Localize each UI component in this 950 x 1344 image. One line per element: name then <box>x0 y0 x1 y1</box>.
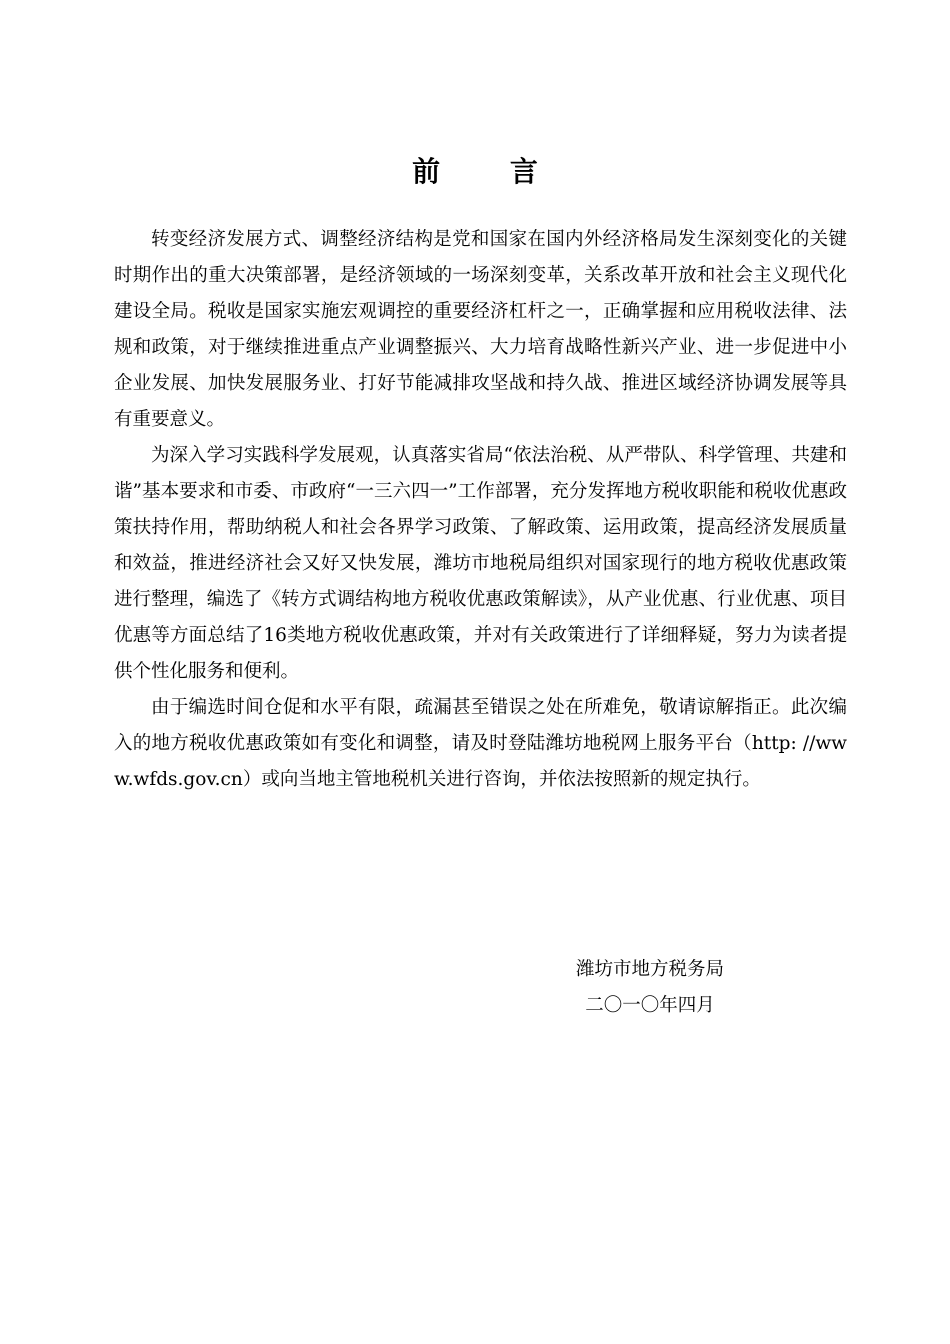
paragraph-3: 由于编选时间仓促和水平有限，疏漏甚至错误之处在所难免，敬请谅解指正。此次编入的地方税收优惠政策如有变化和调整，请及时登陆潍坊地税网上服务平台（http: //www.wfds.gov.cn）或向当地主管地税机关进行咨询，并依法按照新的规定执行。 <box>114 697 847 790</box>
page-title: 前 言 <box>412 155 568 188</box>
signature-organization: 潍坊市地方税务局 <box>575 959 724 980</box>
signature-date: 二〇一〇年四月 <box>585 995 715 1016</box>
signature-block <box>560 952 740 1024</box>
paragraph-2: 为深入学习实践科学发展观，认真落实省局“依法治税、从严带队、科学管理、共建和谐”基本要求和市委、市政府“一三六四一”工作部署，充分发挥地方税收职能和税收优惠政策扶持作用，帮助纳税人和社会各界学习政策、了解政策、运用政策，提高经济发展质量和效益，推进经济社会又好又快发展，潍坊市地税局组织对国家现行的地方税收优惠政策进行整理，编选了《转方式调结构地方税收优惠政策解读》，从产业优惠、行业优惠、项目优惠等方面总结了16类地方税收优惠政策，并对有关政策进行了详细释疑，努力为读者提供个性化服务和便利。 <box>114 445 847 682</box>
paragraph-1: 转变经济发展方式、调整经济结构是党和国家在国内外经济格局发生深刻变化的关键时期作出的重大决策部署，是经济领域的一场深刻变革，关系改革开放和社会主义现代化建设全局。税收是国家实施宏观调控的重要经济杠杆之一，正确掌握和应用税收法律、法规和政策，对于继续推进重点产业调整振兴、大力培育战略性新兴产业、进一步促进中小企业发展、加快发展服务业、打好节能减排攻坚战和持久战、推进区域经济协调发展等具有重要意义。 <box>114 229 847 430</box>
preface-body <box>114 222 847 798</box>
